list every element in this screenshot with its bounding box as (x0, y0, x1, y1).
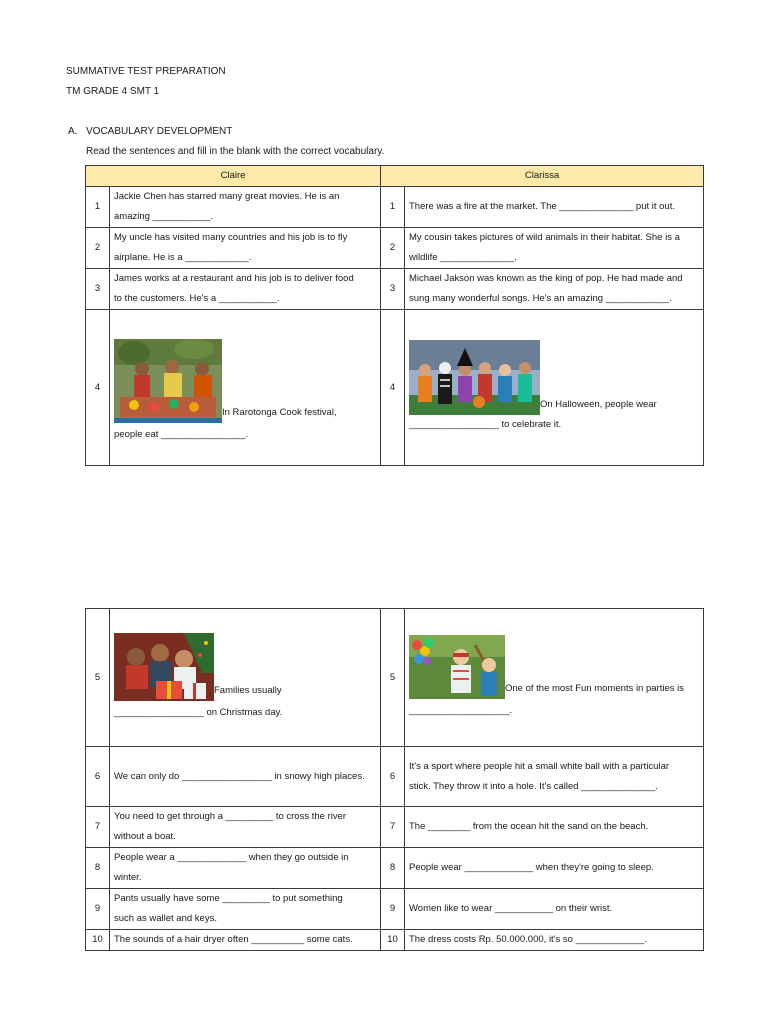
row-number: 8 (86, 848, 110, 889)
question-line: James works at a restaurant and his job is to deliver food (114, 273, 354, 284)
question-cell (405, 848, 704, 889)
question-line: My cousin takes pictures of wild animals in their habitat. She is a (409, 232, 680, 243)
question-line: _________________ on Christmas day. (114, 706, 283, 718)
question-cell (405, 930, 704, 951)
row-number: 3 (381, 269, 405, 310)
question-cell (405, 228, 704, 269)
question-cell (110, 807, 381, 848)
question-caption: In Rarotonga Cook festival, (222, 406, 337, 418)
section-letter: A. (68, 126, 78, 137)
party-pinata-photo (409, 635, 505, 699)
question-cell (405, 187, 704, 228)
vocabulary-table-1 (85, 165, 704, 466)
question-line: People wear _____________ when they're going to sleep. (409, 862, 654, 873)
question-line: Michael Jakson was known as the king of pop. He had made and (409, 273, 683, 284)
question-line: sung many wonderful songs. He's an amazing ____________. (409, 293, 672, 304)
row-number: 6 (381, 747, 405, 807)
table-row (86, 889, 704, 930)
table-row (86, 269, 704, 310)
question-caption: On Halloween, people wear (540, 399, 657, 410)
question-cell (110, 747, 381, 807)
row-number: 2 (86, 228, 110, 269)
row-number: 10 (381, 930, 405, 951)
row-number: 8 (381, 848, 405, 889)
row-number: 4 (381, 310, 405, 466)
question-cell (110, 930, 381, 951)
question-line: The ________ from the ocean hit the sand on the beach. (409, 821, 649, 832)
question-line: Jackie Chen has starred many great movies. He is an (114, 191, 340, 202)
question-line: wildlife ______________. (409, 252, 517, 263)
table-row (86, 848, 704, 889)
question-line: My uncle has visited many countries and his job is to fly (114, 232, 348, 243)
instruction-text: Read the sentences and fill in the blank with the correct vocabulary. (86, 146, 385, 157)
question-line: winter. (114, 872, 142, 883)
row-number: 1 (86, 187, 110, 228)
question-line: People wear a _____________ when they go outside in (114, 852, 349, 863)
question-line: It's a sport where people hit a small white ball with a particular (409, 760, 670, 772)
table-row (86, 807, 704, 848)
question-cell (405, 747, 704, 807)
question-line: The sounds of a hair dryer often __________ some cats. (114, 934, 353, 945)
question-cell (110, 848, 381, 889)
table-row (86, 187, 704, 228)
question-line: Women like to wear ___________ on their wrist. (409, 903, 613, 914)
row-number: 6 (86, 747, 110, 807)
question-line: Pants usually have some _________ to put something (114, 893, 343, 904)
question-cell (110, 187, 381, 228)
table-row (86, 228, 704, 269)
question-cell (110, 310, 381, 466)
row-number: 3 (86, 269, 110, 310)
question-line: airplane. He is a ____________. (114, 252, 252, 263)
row-number: 7 (381, 807, 405, 848)
row-number: 7 (86, 807, 110, 848)
question-line: stick. They throw it into a hole. It's called ______________. (409, 780, 658, 792)
question-cell (110, 609, 381, 747)
festival-food-photo (114, 339, 222, 423)
table-row (86, 609, 704, 747)
row-number: 1 (381, 187, 405, 228)
question-line: to the customers. He's a ___________. (114, 293, 280, 304)
question-line: _________________ to celebrate it. (409, 419, 562, 430)
question-line: without a boat. (114, 831, 176, 842)
row-number: 2 (381, 228, 405, 269)
question-cell (405, 269, 704, 310)
table-row (86, 310, 704, 466)
section-heading (68, 126, 232, 137)
row-number: 9 (86, 889, 110, 930)
table-row (86, 747, 704, 807)
question-cell (405, 609, 704, 747)
question-cell (405, 310, 704, 466)
question-cell (110, 228, 381, 269)
table-row (86, 930, 704, 951)
question-line: There was a fire at the market. The ______________ put it out. (409, 201, 675, 212)
question-line: You need to get through a _________ to cross the river (114, 811, 347, 822)
row-number: 5 (381, 609, 405, 747)
question-line: amazing ___________. (114, 211, 214, 222)
christmas-family-photo (114, 633, 214, 701)
table-header-row (86, 166, 704, 187)
row-number: 10 (86, 930, 110, 951)
question-line: people eat ________________. (114, 428, 249, 440)
row-number: 5 (86, 609, 110, 747)
row-number: 4 (86, 310, 110, 466)
question-line: We can only do _________________ in snowy high places. (114, 770, 365, 782)
question-line: such as wallet and keys. (114, 913, 217, 924)
question-caption: Families usually (214, 684, 282, 696)
header-title: SUMMATIVE TEST PREPARATION (66, 66, 226, 77)
question-cell (110, 889, 381, 930)
question-line: ___________________. (409, 704, 513, 716)
question-line: The dress costs Rp. 50.000.000, it's so _____________. (409, 934, 647, 945)
row-number: 9 (381, 889, 405, 930)
header-subtitle: TM GRADE 4 SMT 1 (66, 86, 160, 97)
column-header-claire: Claire (86, 166, 381, 187)
halloween-photo (409, 340, 540, 415)
section-title: VOCABULARY DEVELOPMENT (86, 126, 233, 137)
question-cell (405, 807, 704, 848)
question-cell (110, 269, 381, 310)
question-cell (405, 889, 704, 930)
vocabulary-table-2 (85, 608, 704, 951)
column-header-clarissa: Clarissa (381, 166, 704, 187)
question-caption: One of the most Fun moments in parties is (505, 682, 684, 694)
